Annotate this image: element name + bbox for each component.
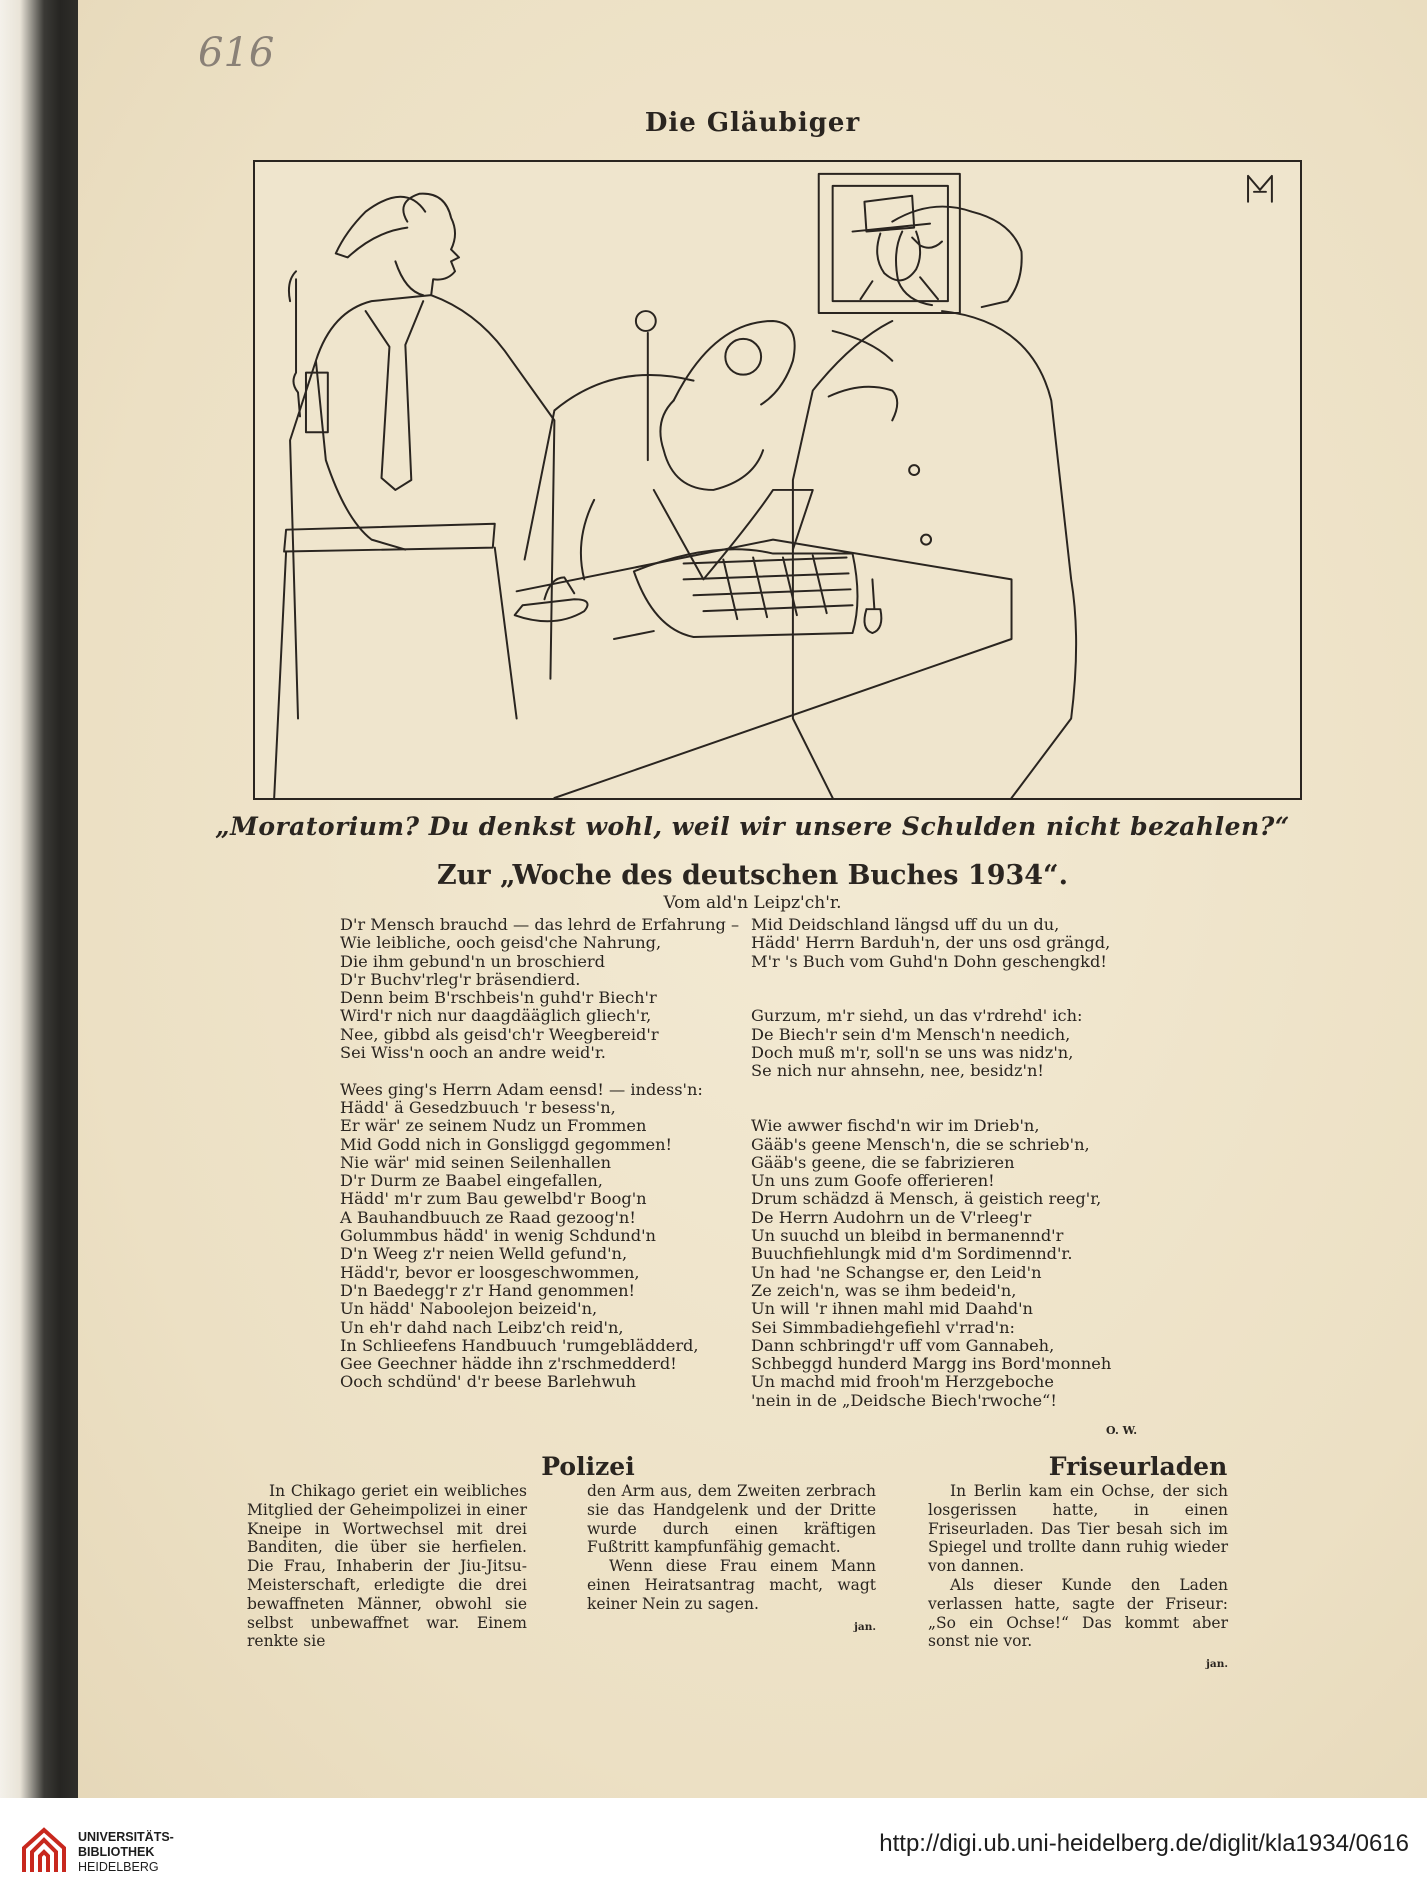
poem-line: Golummbus hädd' in wenig Schdund'n [340, 1226, 656, 1246]
reclining-man-head [660, 401, 763, 490]
library-name [78, 1830, 174, 1875]
poem-line: Un suuchd un bleibd in bermanennd'r [751, 1226, 1064, 1246]
poem-line: Wie awwer fischd'n wir im Drieb'n, [751, 1116, 1040, 1136]
poem-line: Hädd' ä Gesedzbuuch 'r besess'n, [340, 1097, 616, 1117]
poem-line: Sei Wiss'n ooch an andre weid'r. [340, 1043, 606, 1063]
man-tie [366, 301, 424, 490]
poem-line: Hädd' m'r zum Bau gewelbd'r Boog'n [340, 1189, 647, 1209]
poem-line [751, 971, 1271, 989]
polizei-author: jan. [854, 1620, 876, 1633]
friseur-author: jan. [1206, 1658, 1228, 1671]
poem-signature: O. W. [1106, 1424, 1138, 1437]
poem-line: D'n Weeg z'r neien Welld gefund'n, [340, 1244, 628, 1264]
coat-button [921, 535, 931, 545]
pipe [289, 271, 300, 416]
polizei-paragraph: Wenn diese Frau einem Mann einen Heiratsantrag macht, wagt keiner Nein zu sagen. [587, 1557, 876, 1613]
magazine-page [78, 0, 1427, 1798]
poem-line: M'r 's Buch vom Guhd'n Dohn geschengkd! [751, 951, 1107, 971]
poem-line: A Bauhandbuuch ze Raad gezoog'n! [340, 1207, 636, 1227]
library-name-line: UNIVERSITÄTS- [78, 1830, 174, 1844]
cartoon-caption: „Moratorium? Du denkst wohl, weil wir unsere Schulden nicht bezahlen?“ [215, 812, 1290, 841]
poem-line: D'r Mensch brauchd — das lehrd de Erfahrung – [340, 915, 740, 934]
pencil [614, 631, 654, 639]
poem-line: Un uns zum Goofe offerieren! [751, 1171, 995, 1191]
poem-line: Doch muß m'r, soll'n se uns was nidz'n, [751, 1043, 1074, 1063]
poem-line [751, 1081, 1271, 1099]
poem-line: Gurzum, m'r siehd, un das v'rdrehd' ich: [751, 1006, 1083, 1026]
poem-line: Wird'r nich nur daagdääglich gliech'r, [340, 1006, 652, 1026]
man-belt [284, 524, 495, 552]
man-legs [274, 548, 516, 798]
poem-line: Gääb's geene, die se fabrizieren [751, 1152, 1015, 1172]
poem-left-column [340, 916, 810, 1392]
man-body [290, 295, 554, 718]
poem-line: Die ihm gebund'n un broschierd [340, 951, 606, 971]
friseur-heading: Friseurladen [1048, 1452, 1228, 1481]
polizei-column-1 [247, 1482, 527, 1651]
coat-button [909, 465, 919, 475]
poem-line: De Biech'r sein d'm Mensch'n needich, [751, 1024, 1071, 1044]
poem-line: Nee, gibbd als geisd'ch'r Weegbereid'r [340, 1024, 659, 1044]
man-jaw [395, 261, 423, 295]
ledger-grid [684, 556, 853, 620]
poem-line: Se nich nur ahnsehn, nee, besidz'n! [751, 1061, 1044, 1081]
poem-line: Er wär' ze seinem Nudz un Frommen [340, 1116, 647, 1136]
poem-line: Un machd mid frooh'm Herzgeboche [751, 1372, 1054, 1392]
reclining-man-cap [674, 321, 795, 404]
poem-subtitle: Vom ald'n Leipz'ch'r. [663, 893, 842, 913]
wall-portrait-inner [833, 186, 948, 301]
polizei-paragraph: In Chikago geriet ein weibliches Mitglied der Geheimpolizei in einer Kneipe in Wortwechsel mit drei Banditen, die über sie herfielen. Die Frau, Inhaberin der Jiu-Jitsu-Meisterschaft, erledigte die drei bewaffneten Männer, obwohl sie selbst unbewaffnet war. Einem renkte sie [247, 1482, 527, 1651]
cartoon-illustration [253, 160, 1302, 800]
poem-line: In Schlieefens Handbuuch 'rumgeblädderd, [340, 1335, 699, 1355]
poem-line: Drum schädzd ä Mensch, ä geistich reeg'r, [751, 1189, 1102, 1209]
poem-line: Hädd'r, bevor er loosgeschwommen, [340, 1262, 640, 1282]
artist-monogram [1248, 176, 1272, 202]
source-url-link[interactable]: http://digi.ub.uni-heidelberg.de/diglit/kla1934/0616 [879, 1830, 1409, 1857]
friseur-paragraph: In Berlin kam ein Ochse, der sich losgerissen hatte, in einen Friseurladen. Das Tier besah sich im Spiegel und trollte dann ruhig wieder von dannen. [928, 1482, 1228, 1576]
book-binding-edge [0, 0, 78, 1798]
poem-line: Un had 'ne Schangse er, den Leid'n [751, 1262, 1042, 1282]
poem-line: Buuchfiehlungk mid d'm Sordimennd'r. [751, 1244, 1073, 1264]
poem-line: D'r Durm ze Baabel eingefallen, [340, 1171, 603, 1191]
poem-line: De Herrn Audohrn un de V'rleeg'r [751, 1207, 1032, 1227]
handwritten-page-number: 616 [198, 30, 275, 76]
poem-right-column [751, 916, 1271, 1410]
poem-line: Ze zeich'n, was se ihm bedeid'n, [751, 1280, 1017, 1300]
poem-line: Wie leibliche, ooch geisd'che Nahrung, [340, 933, 662, 953]
cap-button [725, 339, 761, 375]
man-cap [336, 197, 425, 258]
poem-line: Un hädd' Naboolejon beizeid'n, [340, 1299, 598, 1319]
library-name-line: HEIDELBERG [78, 1860, 159, 1874]
poem-line: Schbeggd hunderd Margg ins Bord'monneh [751, 1354, 1112, 1374]
poem-line [751, 989, 1271, 1007]
poem-title: Zur „Woche des deutschen Buches 1934“. [437, 860, 1068, 891]
polizei-paragraph: den Arm aus, dem Zweiten zerbrach sie das Handgelenk und der Dritte wurde durch einen kräftigen Fußtritt kampfunfähig gemacht. [587, 1482, 876, 1557]
poem-line: Hädd' Herrn Barduh'n, der uns osd grängd, [751, 933, 1111, 953]
friseur-paragraph: Als dieser Kunde den Laden verlassen hatte, sagte der Friseur: „So ein Ochse!“ Das kommt aber sonst nie vor. [928, 1575, 1228, 1651]
poem-line: Gääb's geene Mensch'n, die se schrieb'n, [751, 1134, 1090, 1154]
polizei-heading: Polizei [541, 1452, 635, 1481]
polizei-column-2 [587, 1482, 876, 1636]
poem-line [340, 1062, 810, 1080]
poem-line: Gee Geechner hädde ihn z'rschmedderd! [340, 1354, 677, 1374]
poem-line: D'r Buchv'rleg'r bräsendierd. [340, 969, 581, 989]
poem-line: Wees ging's Herrn Adam eensd! — indess'n: [340, 1079, 703, 1099]
library-name-line: BIBLIOTHEK [78, 1845, 155, 1859]
poem-line: Mid Godd nich in Gonsliggd gegommen! [340, 1134, 673, 1154]
poem-line: 'nein in de „Deidsche Biech'rwoche“! [751, 1390, 1057, 1410]
cartoon-drawing [255, 162, 1300, 798]
poem-line: Dann schbringd'r uff vom Gannabeh, [751, 1335, 1055, 1355]
cartoon-title: Die Gläubiger [644, 108, 861, 138]
fat-man-hands [829, 331, 898, 420]
library-footer [0, 1798, 1427, 1885]
poem-line: D'n Baedegg'r z'r Hand genommen! [340, 1280, 636, 1300]
poem-line: Un eh'r dahd nach Leibz'ch reid'n, [340, 1317, 624, 1337]
poem-line: Un will 'r ihnen mahl mid Daahd'n [751, 1299, 1033, 1319]
watch-fob [864, 579, 881, 633]
table-edge [517, 540, 1012, 798]
poem-line: Denn beim B'rschbeis'n guhd'r Biech'r [340, 988, 657, 1008]
poem-line: Mid Deidschland längsd uff du un du, [751, 915, 1060, 934]
poem-line: Nie wär' mid seinen Seilenhallen [340, 1152, 612, 1172]
lorgnette [636, 311, 656, 460]
poem-line [751, 1099, 1271, 1117]
fat-man-head [892, 207, 1021, 308]
man-head [403, 194, 459, 296]
friseur-column [928, 1482, 1228, 1674]
library-logo-icon [20, 1826, 68, 1876]
poem-line: Ooch schdünd' d'r beese Barlehwuh [340, 1372, 637, 1392]
poem-line: Sei Simmbadiehgefiehl v'rrad'n: [751, 1317, 1015, 1337]
